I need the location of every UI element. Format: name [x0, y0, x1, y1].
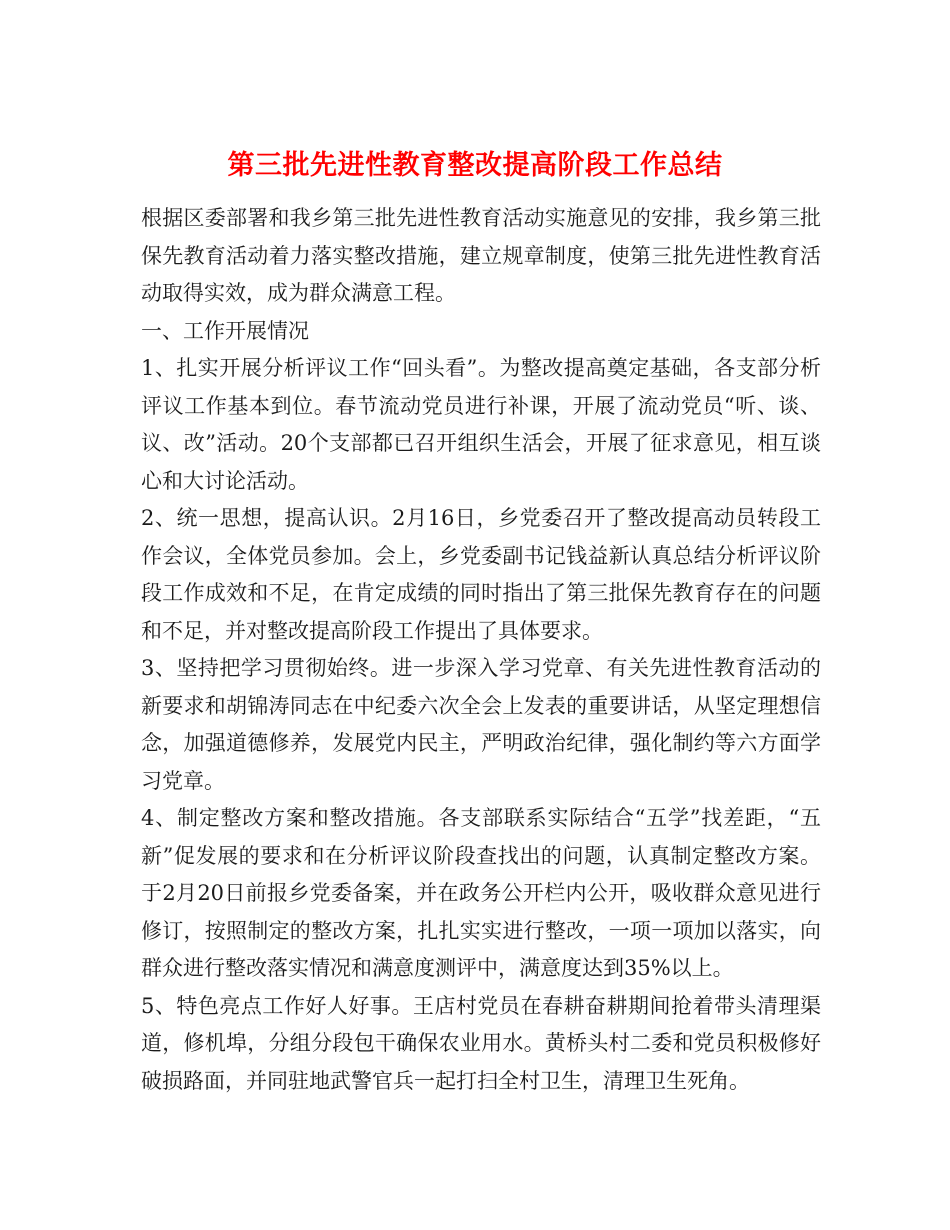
paragraph-item-5: 5、特色亮点工作好人好事。王店村党员在春耕奋耕期间抢着带头清理渠道，修机埠，分组分段包干确保农业用水。黄桥头村二委和党员积极修好破损路面，并同驻地武警官兵一起打扫全村卫生，清理卫生死角。: [141, 993, 821, 1093]
paragraph-item-4: 4、制定整改方案和整改措施。各支部联系实际结合“五学”找差距，“五新”促发展的要求和在分析评议阶段查找出的问题，认真制定整改方案。于2月20日前报乡党委备案，并在政务公开栏内公开，吸收群众意见进行修订，按照制定的整改方案，扎扎实实进行整改，一项一项加以落实，向群众进行整改落实情况和满意度测评中，满意度达到35%以上。: [141, 806, 821, 980]
document-title: 第三批先进性教育整改提高阶段工作总结: [227, 150, 723, 182]
document-body: [141, 200, 821, 1100]
paragraph-item-1: 1、扎实开展分析评议工作“回头看”。为整改提高奠定基础，各支部分析评议工作基本到位。春节流动党员进行补课，开展了流动党员“听、谈、议、改”活动。20个支部都已召开组织生活会，开展了征求意见，相互谈心和大讨论活动。: [141, 356, 821, 493]
paragraph-item-2: 2、统一思想，提高认识。2月16日，乡党委召开了整改提高动员转段工作会议，全体党员参加。会上，乡党委副书记钱益新认真总结分析评议阶段工作成效和不足，在肯定成绩的同时指出了第三批保先教育存在的问题和不足，并对整改提高阶段工作提出了具体要求。: [141, 506, 821, 643]
paragraph-intro: 根据区委部署和我乡第三批先进性教育活动实施意见的安排，我乡第三批保先教育活动着力落实整改措施，建立规章制度，使第三批先进性教育活动取得实效，成为群众满意工程。: [141, 206, 821, 305]
section-heading-work-progress: 一、工作开展情况: [141, 318, 309, 343]
paragraph-item-3: 3、坚持把学习贯彻始终。进一步深入学习党章、有关先进性教育活动的新要求和胡锦涛同志在中纪委六次全会上发表的重要讲话，从坚定理想信念，加强道德修养，发展党内民主，严明政治纪律，强化制约等六方面学习党章。: [141, 656, 821, 793]
